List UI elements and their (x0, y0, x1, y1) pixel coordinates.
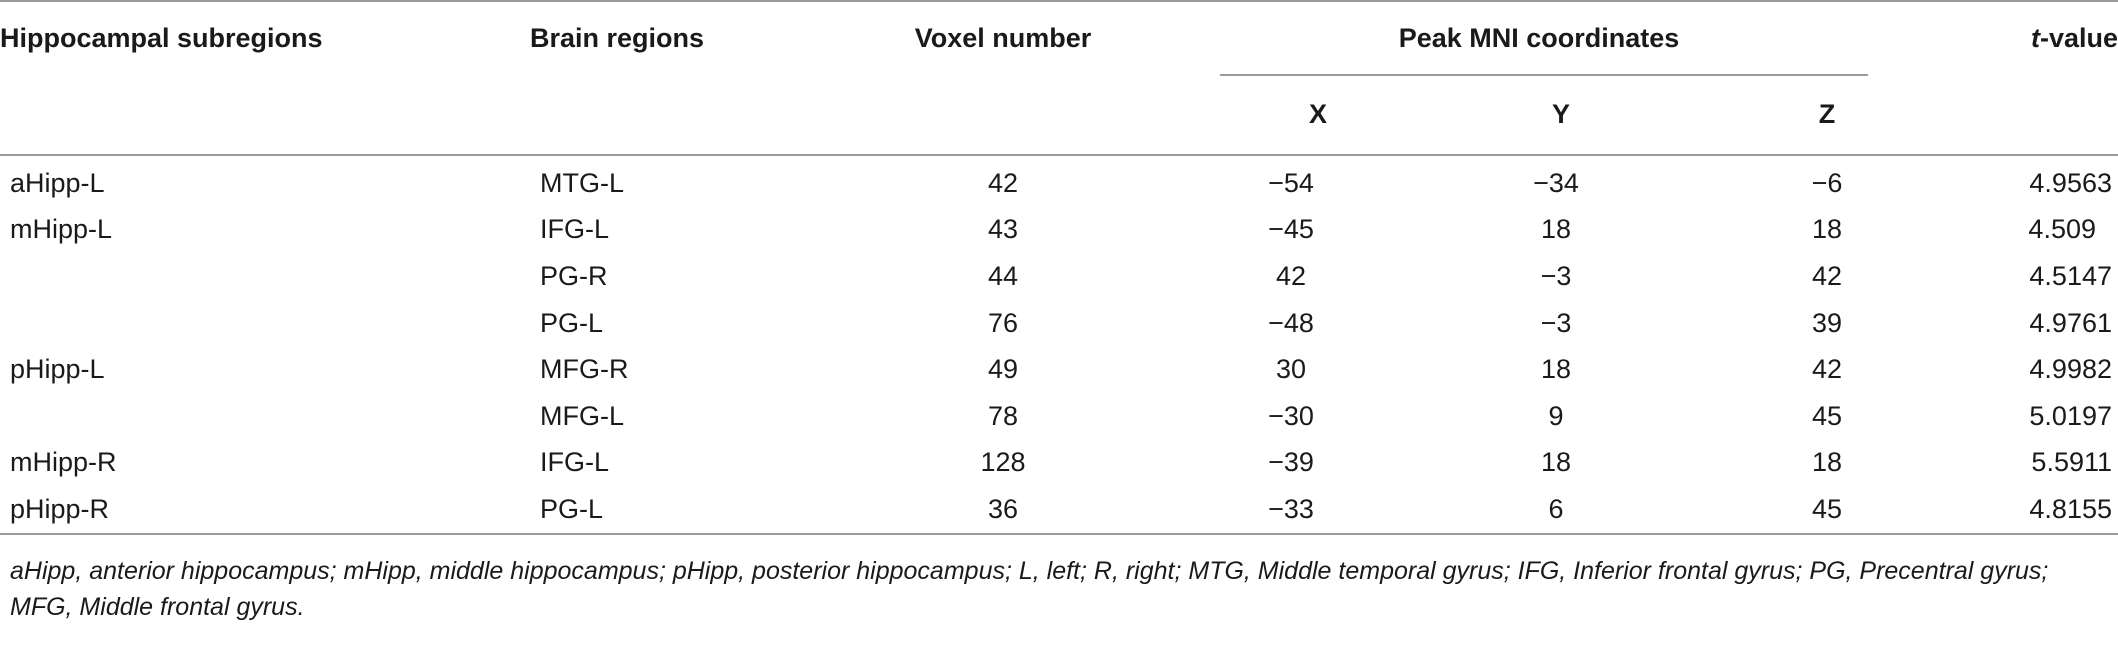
header-peak-mni-label: Peak MNI coordinates (1398, 22, 1680, 53)
header-t-rest: -value (2039, 22, 2118, 53)
cell-t: 4.5147 (2029, 260, 2112, 291)
header-empty-2 (530, 74, 860, 155)
cell-y: 18 (1540, 214, 1572, 245)
cell-y: 9 (1548, 400, 1564, 431)
cell-subregion: aHipp-L (10, 167, 105, 198)
cell-z: 18 (1811, 214, 1843, 245)
cell-x: 42 (1275, 260, 1307, 291)
table-row (0, 393, 2118, 440)
header-empty-3 (860, 74, 1210, 155)
cell-subregion: pHipp-L (10, 354, 105, 385)
table-row (0, 155, 2118, 207)
cell-t: 4.9761 (2029, 307, 2112, 338)
table-body (0, 155, 2118, 534)
cell-x: −48 (1268, 307, 1314, 338)
cell-voxels: 44 (987, 260, 1019, 291)
header-x: X (1210, 74, 1426, 155)
cell-region: MFG-R (540, 354, 629, 385)
cell-y: −3 (1540, 260, 1572, 291)
header-row-2 (0, 74, 2118, 155)
cell-subregion (0, 300, 530, 347)
table-row (0, 486, 2118, 534)
header-brain-region: Brain regions (530, 1, 860, 74)
cell-x: −39 (1268, 447, 1314, 478)
cell-region: IFG-L (540, 214, 610, 245)
header-t-italic: t (2030, 22, 2040, 53)
cell-t: 4.9563 (2029, 167, 2112, 198)
cell-voxels: 78 (987, 400, 1019, 431)
header-empty-1 (0, 74, 530, 155)
cell-region: PG-L (530, 486, 860, 534)
cell-region: IFG-L (540, 447, 610, 478)
cell-voxels: 42 (987, 167, 1019, 198)
cell-x: 30 (1275, 354, 1307, 385)
cell-y: 6 (1426, 486, 1696, 534)
cell-z: 39 (1811, 307, 1843, 338)
cell-z: 42 (1811, 260, 1843, 291)
header-empty-7 (1958, 74, 2118, 155)
cell-z: 45 (1811, 400, 1843, 431)
cell-t: 4.9982 (2029, 354, 2112, 385)
peak-mni-divider (1220, 74, 1868, 76)
table-row (0, 346, 2118, 393)
header-subregion: Hippocampal subregions (0, 1, 530, 74)
cell-region: MFG-L (540, 400, 624, 431)
cell-region: PG-L (540, 307, 604, 338)
cell-t: 5.5911 (2031, 447, 2112, 478)
cell-region: MTG-L (540, 167, 624, 198)
table-row (0, 440, 2118, 487)
cell-x: −33 (1210, 486, 1426, 534)
cell-voxels: 43 (987, 214, 1019, 245)
cell-y: −3 (1540, 307, 1572, 338)
header-voxel-number: Voxel number (860, 1, 1210, 74)
cell-y: 18 (1540, 447, 1572, 478)
cell-z: −6 (1811, 167, 1843, 198)
table-header (0, 1, 2118, 155)
cell-region: PG-R (540, 260, 608, 291)
table-footnote: aHipp, anterior hippocampus; mHipp, middle hippocampus; pHipp, posterior hippocampus; L, left; R, right; MTG, Middle temporal gyrus; IFG, Inferior frontal gyrus; PG, Precentral gyrus; MFG, Middle frontal gyrus. (10, 557, 2049, 621)
cell-z: 45 (1696, 486, 1958, 534)
table-row (0, 253, 2118, 300)
cell-subregion: mHipp-R (10, 447, 117, 478)
cell-subregion (0, 393, 530, 440)
header-y: Y (1426, 74, 1696, 155)
cell-t: 4.8155 (1958, 486, 2118, 534)
header-row-1 (0, 1, 2118, 74)
cell-voxels: 36 (860, 486, 1210, 534)
cell-t: 5.0197 (2029, 400, 2112, 431)
table-row (0, 300, 2118, 347)
cell-t: 4.509 (2028, 214, 2096, 245)
cell-y: −34 (1533, 167, 1579, 198)
header-z: Z (1696, 74, 1958, 155)
cell-voxels: 76 (987, 307, 1019, 338)
cell-z: 42 (1811, 354, 1843, 385)
cell-subregion: mHipp-L (10, 214, 113, 245)
cell-x: −45 (1268, 214, 1314, 245)
table-row (0, 207, 2118, 254)
cell-x: −30 (1268, 400, 1314, 431)
cell-z: 18 (1811, 447, 1843, 478)
cell-subregion (0, 253, 530, 300)
cell-x: −54 (1268, 167, 1314, 198)
header-t-value (1958, 1, 2118, 74)
cell-voxels: 49 (987, 354, 1019, 385)
cell-voxels: 128 (980, 447, 1026, 478)
cell-subregion: pHipp-R (0, 486, 530, 534)
header-peak-mni (1210, 1, 1958, 74)
cell-y: 18 (1540, 354, 1572, 385)
